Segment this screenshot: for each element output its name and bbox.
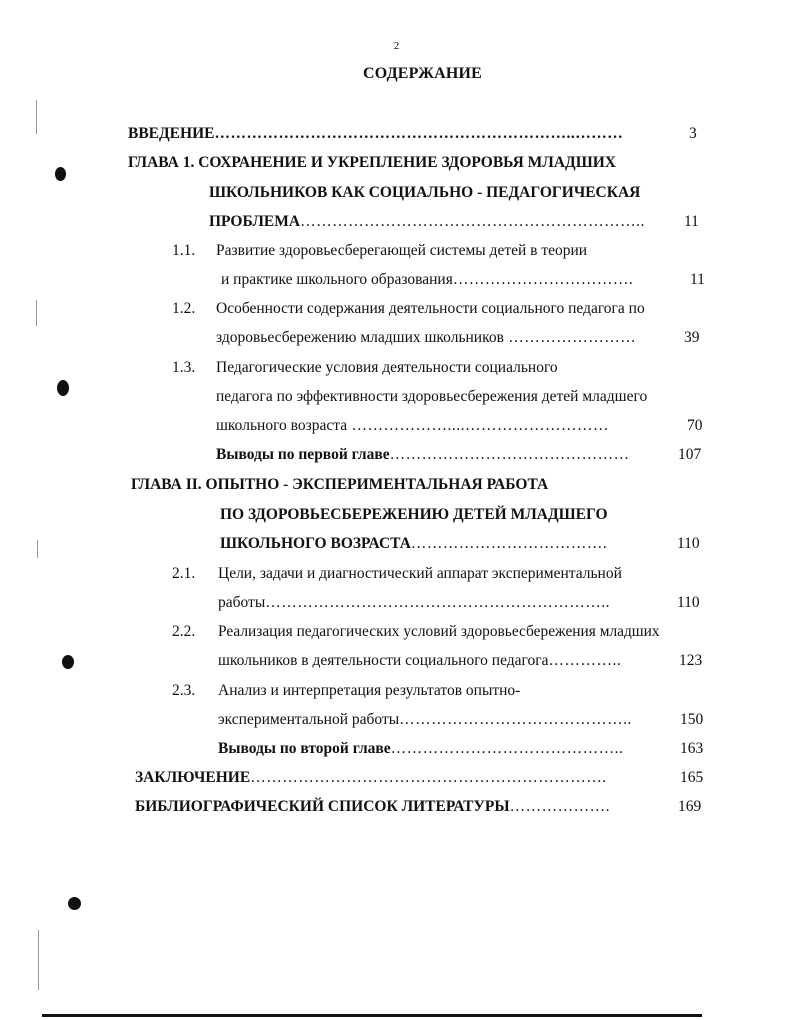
toc-chapter2-line3 — [220, 534, 607, 554]
toc-page: 163 — [680, 740, 704, 757]
toc-section-line — [218, 593, 610, 613]
toc-page: 169 — [678, 798, 702, 815]
leader-dots: ………………. — [509, 798, 610, 815]
toc-chapter1-line3 — [209, 212, 645, 232]
scan-speck — [57, 380, 69, 396]
scan-speck — [55, 167, 66, 181]
toc-label: Выводы по второй главе — [218, 740, 391, 757]
toc-label: ШКОЛЬНОГО ВОЗРАСТА — [220, 535, 411, 552]
toc-label: Выводы по первой главе — [216, 446, 390, 463]
toc-page: 39 — [684, 329, 700, 346]
scan-speck — [68, 897, 81, 910]
leader-dots: …………………………………….. — [390, 740, 624, 757]
toc-section-line: педагога по эффективности здоровьесбережения детей младшего — [216, 388, 648, 405]
leader-dots: ………….. — [548, 652, 622, 669]
section-number: 2.3. — [172, 682, 196, 699]
toc-label: работы — [218, 594, 266, 611]
toc-bibliography — [135, 797, 610, 817]
section-number: 1.2. — [172, 300, 196, 317]
toc-chapter2-line1: ГЛАВА II. ОПЫТНО - ЭКСПЕРИМЕНТАЛЬНАЯ РАБОТА — [131, 476, 549, 493]
toc-section-line: Анализ и интерпретация результатов опытно- — [218, 682, 521, 699]
toc-page: 110 — [677, 535, 700, 552]
toc-section-line — [216, 416, 609, 436]
toc-section-line: Особенности содержания деятельности социального педагога по — [216, 300, 645, 317]
toc-page: 123 — [679, 652, 703, 669]
section-number: 2.1. — [172, 565, 196, 582]
toc-page: 70 — [687, 417, 703, 434]
leader-dots: …………………………………………………………. — [250, 769, 607, 786]
toc-page: 11 — [684, 213, 699, 230]
toc-label: ПРОБЛЕМА — [209, 213, 301, 230]
toc-page: 110 — [677, 594, 700, 611]
toc-chapter1-line2: ШКОЛЬНИКОВ КАК СОЦИАЛЬНО - ПЕДАГОГИЧЕСКАЯ — [209, 184, 641, 201]
leader-dots: …………………………………………………………..……… — [214, 125, 624, 142]
section-number: 1.3. — [172, 359, 196, 376]
scan-edge-line — [38, 930, 39, 990]
leader-dots: ……………………………. — [452, 271, 634, 288]
scan-edge-line — [37, 540, 38, 558]
toc-label: школьников в деятельности социального педагога — [218, 652, 549, 669]
toc-section-line — [221, 270, 633, 290]
leader-dots: …………………………………….. — [399, 711, 632, 728]
toc-label: ВВЕДЕНИЕ — [128, 125, 215, 142]
leader-dots: ………………....……………………… — [347, 417, 609, 434]
scan-edge-line — [36, 100, 37, 134]
toc-page: 165 — [680, 769, 704, 786]
toc-conclusions2 — [218, 739, 623, 759]
toc-page: 11 — [690, 271, 705, 288]
toc-section-line — [218, 651, 621, 671]
toc-page: 107 — [678, 446, 702, 463]
toc-label: ЗАКЛЮЧЕНИЕ — [135, 769, 251, 786]
scan-speck — [62, 655, 74, 669]
toc-label: экспериментальной работы — [218, 711, 400, 728]
toc-label: школьного возраста — [216, 417, 348, 434]
toc-chapter2-line2: ПО ЗДОРОВЬЕСБЕРЕЖЕНИЮ ДЕТЕЙ МЛАДШЕГО — [220, 506, 608, 523]
toc-section-line: Развитие здоровьесберегающей системы детей в теории — [216, 242, 588, 259]
toc-conclusions1 — [216, 445, 630, 465]
leader-dots: ………………………………. — [410, 535, 608, 552]
toc-label: здоровьесбережению младших школьников — [216, 329, 504, 346]
leader-dots: ……………………………………………………….. — [265, 594, 610, 611]
toc-section-line: Педагогические условия деятельности социального — [216, 359, 558, 376]
section-number: 2.2. — [172, 623, 196, 640]
page-title: СОДЕРЖАНИЕ — [362, 65, 483, 82]
toc-label: и практике школьного образования — [221, 271, 453, 288]
scan-edge-line — [36, 300, 37, 326]
leader-dots: …………………… — [503, 329, 637, 346]
toc-section-line — [216, 328, 636, 348]
leader-dots: ……………………………………… — [389, 446, 630, 463]
toc-intro — [128, 124, 623, 144]
leader-dots: ……………………………………………………….. — [300, 213, 645, 230]
section-number: 1.1. — [172, 242, 196, 259]
toc-page: 3 — [689, 125, 697, 142]
toc-chapter1-line1: ГЛАВА 1. СОХРАНЕНИЕ И УКРЕПЛЕНИЕ ЗДОРОВЬЯ МЛАДШИХ — [128, 154, 616, 171]
toc-section-line — [218, 710, 632, 730]
scan-bottom-bar — [42, 1014, 702, 1017]
page-number: 2 — [393, 40, 400, 52]
toc-section-line: Цели, задачи и диагностический аппарат экспериментальной — [218, 565, 622, 582]
toc-label: БИБЛИОГРАФИЧЕСКИЙ СПИСОК ЛИТЕРАТУРЫ — [135, 798, 510, 815]
toc-page: 150 — [680, 711, 704, 728]
toc-section-line: Реализация педагогических условий здоровьесбережения младших — [218, 623, 660, 640]
toc-conclusion — [135, 768, 607, 788]
